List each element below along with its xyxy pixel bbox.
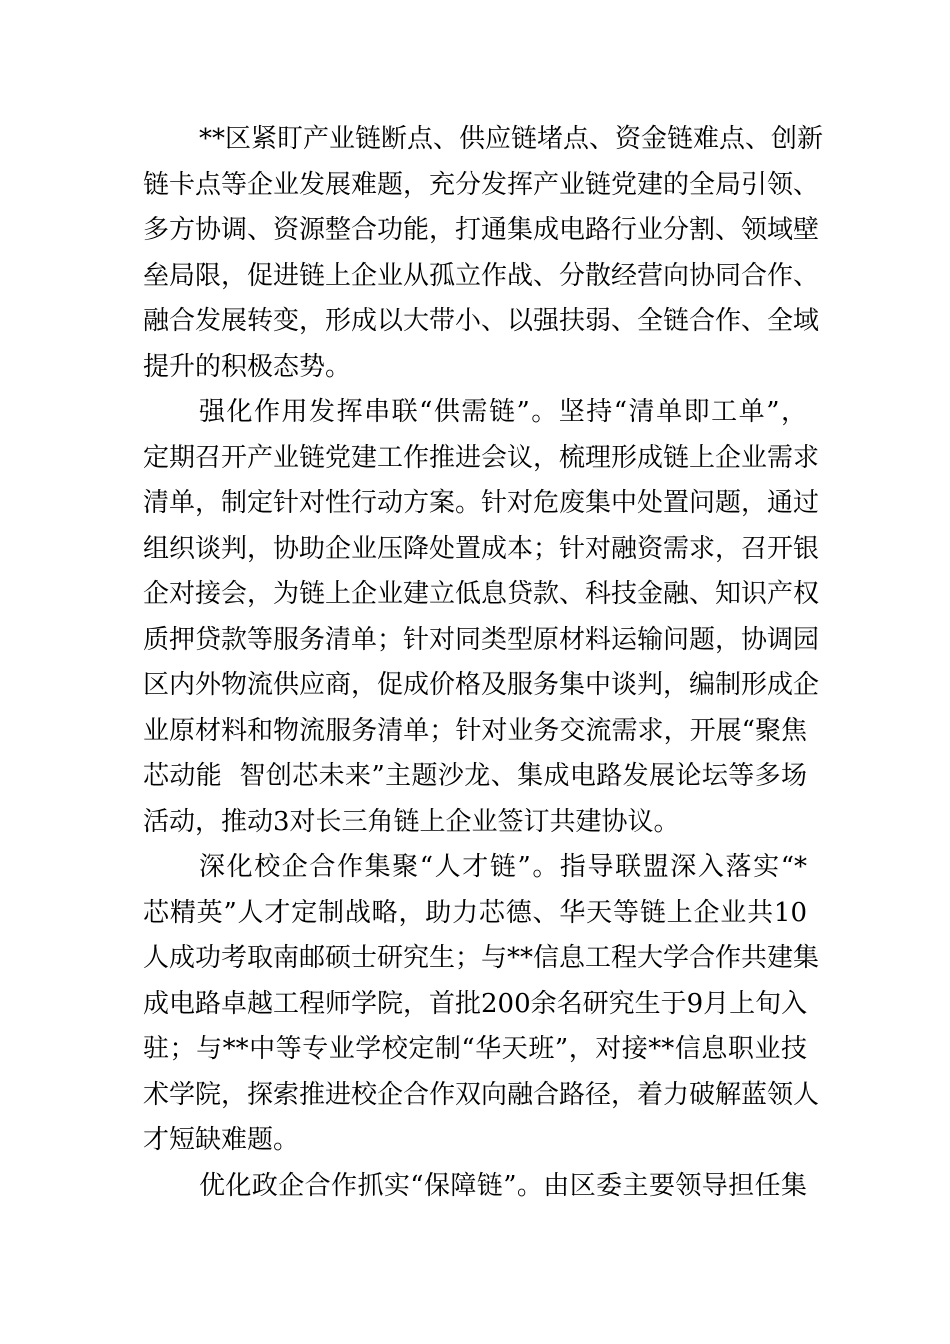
text-line: 芯精英”人才定制战略，助力芯德、华天等链上企业共10 (143, 897, 807, 928)
text-line: 清单，制定针对性行动方案。针对危废集中处置问题，通过 (143, 488, 820, 518)
text-line: 人成功考取南邮硕士研究生；与**信息工程大学合作共建集 (143, 943, 820, 973)
text-line: 定期召开产业链党建工作推进会议，梳理形成链上企业需求 (143, 442, 820, 473)
text-line: 优化政企合作抓实“保障链”。由区委主要领导担任集 (199, 1170, 807, 1201)
text-line: 区内外物流供应商，促成价格及服务集中谈判，编制形成企 (143, 670, 820, 700)
text-line: 驻；与**中等专业学校定制“华天班”，对接**信息职业技 (143, 1034, 807, 1064)
text-line: 深化校企合作集聚“人才链”。指导联盟深入落实“* (199, 852, 807, 882)
text-line: 提升的积极态势。 (143, 351, 352, 382)
text-line: 链卡点等企业发展难题，充分发挥产业链党建的全局引领、 (143, 169, 820, 200)
paragraph-guarantee-chain (143, 1164, 807, 1210)
text-line: 垒局限，促进链上企业从孤立作战、分散经营向协同合作、 (143, 260, 820, 291)
text-line: 融合发展转变，形成以大带小、以强扶弱、全链合作、全域 (143, 306, 820, 336)
paragraph-intro (143, 117, 824, 390)
paragraph-talent-chain (143, 845, 820, 1164)
text-line: 企对接会，为链上企业建立低息贷款、科技金融、知识产权 (143, 579, 820, 609)
text-line: **区紧盯产业链断点、供应链堵点、资金链难点、创新 (199, 124, 824, 154)
document-body (143, 117, 824, 1209)
text-line: 业原材料和物流服务清单；针对业务交流需求，开展“聚焦 (143, 715, 807, 746)
text-line: 术学院，探索推进校企合作双向融合路径，着力破解蓝领人 (143, 1079, 820, 1110)
text-line: 活动，推动3对长三角链上企业签订共建协议。 (143, 806, 680, 837)
text-line: 质押贷款等服务清单；针对同类型原材料运输问题，协调园 (143, 624, 820, 655)
text-line: 多方协调、资源整合功能，打通集成电路行业分割、领域壁 (143, 215, 820, 245)
text-line: 组织谈判，协助企业压降处置成本；针对融资需求，召开银 (143, 533, 820, 564)
text-line: 芯动能 智创芯未来”主题沙龙、集成电路发展论坛等多场 (143, 761, 807, 791)
text-line: 强化作用发挥串联“供需链”。坚持“清单即工单”， (199, 397, 807, 427)
paragraph-supply-demand-chain (143, 390, 820, 845)
text-line: 成电路卓越工程师学院，首批200余名研究生于9月上旬入 (143, 988, 808, 1019)
text-line: 才短缺难题。 (143, 1125, 300, 1155)
